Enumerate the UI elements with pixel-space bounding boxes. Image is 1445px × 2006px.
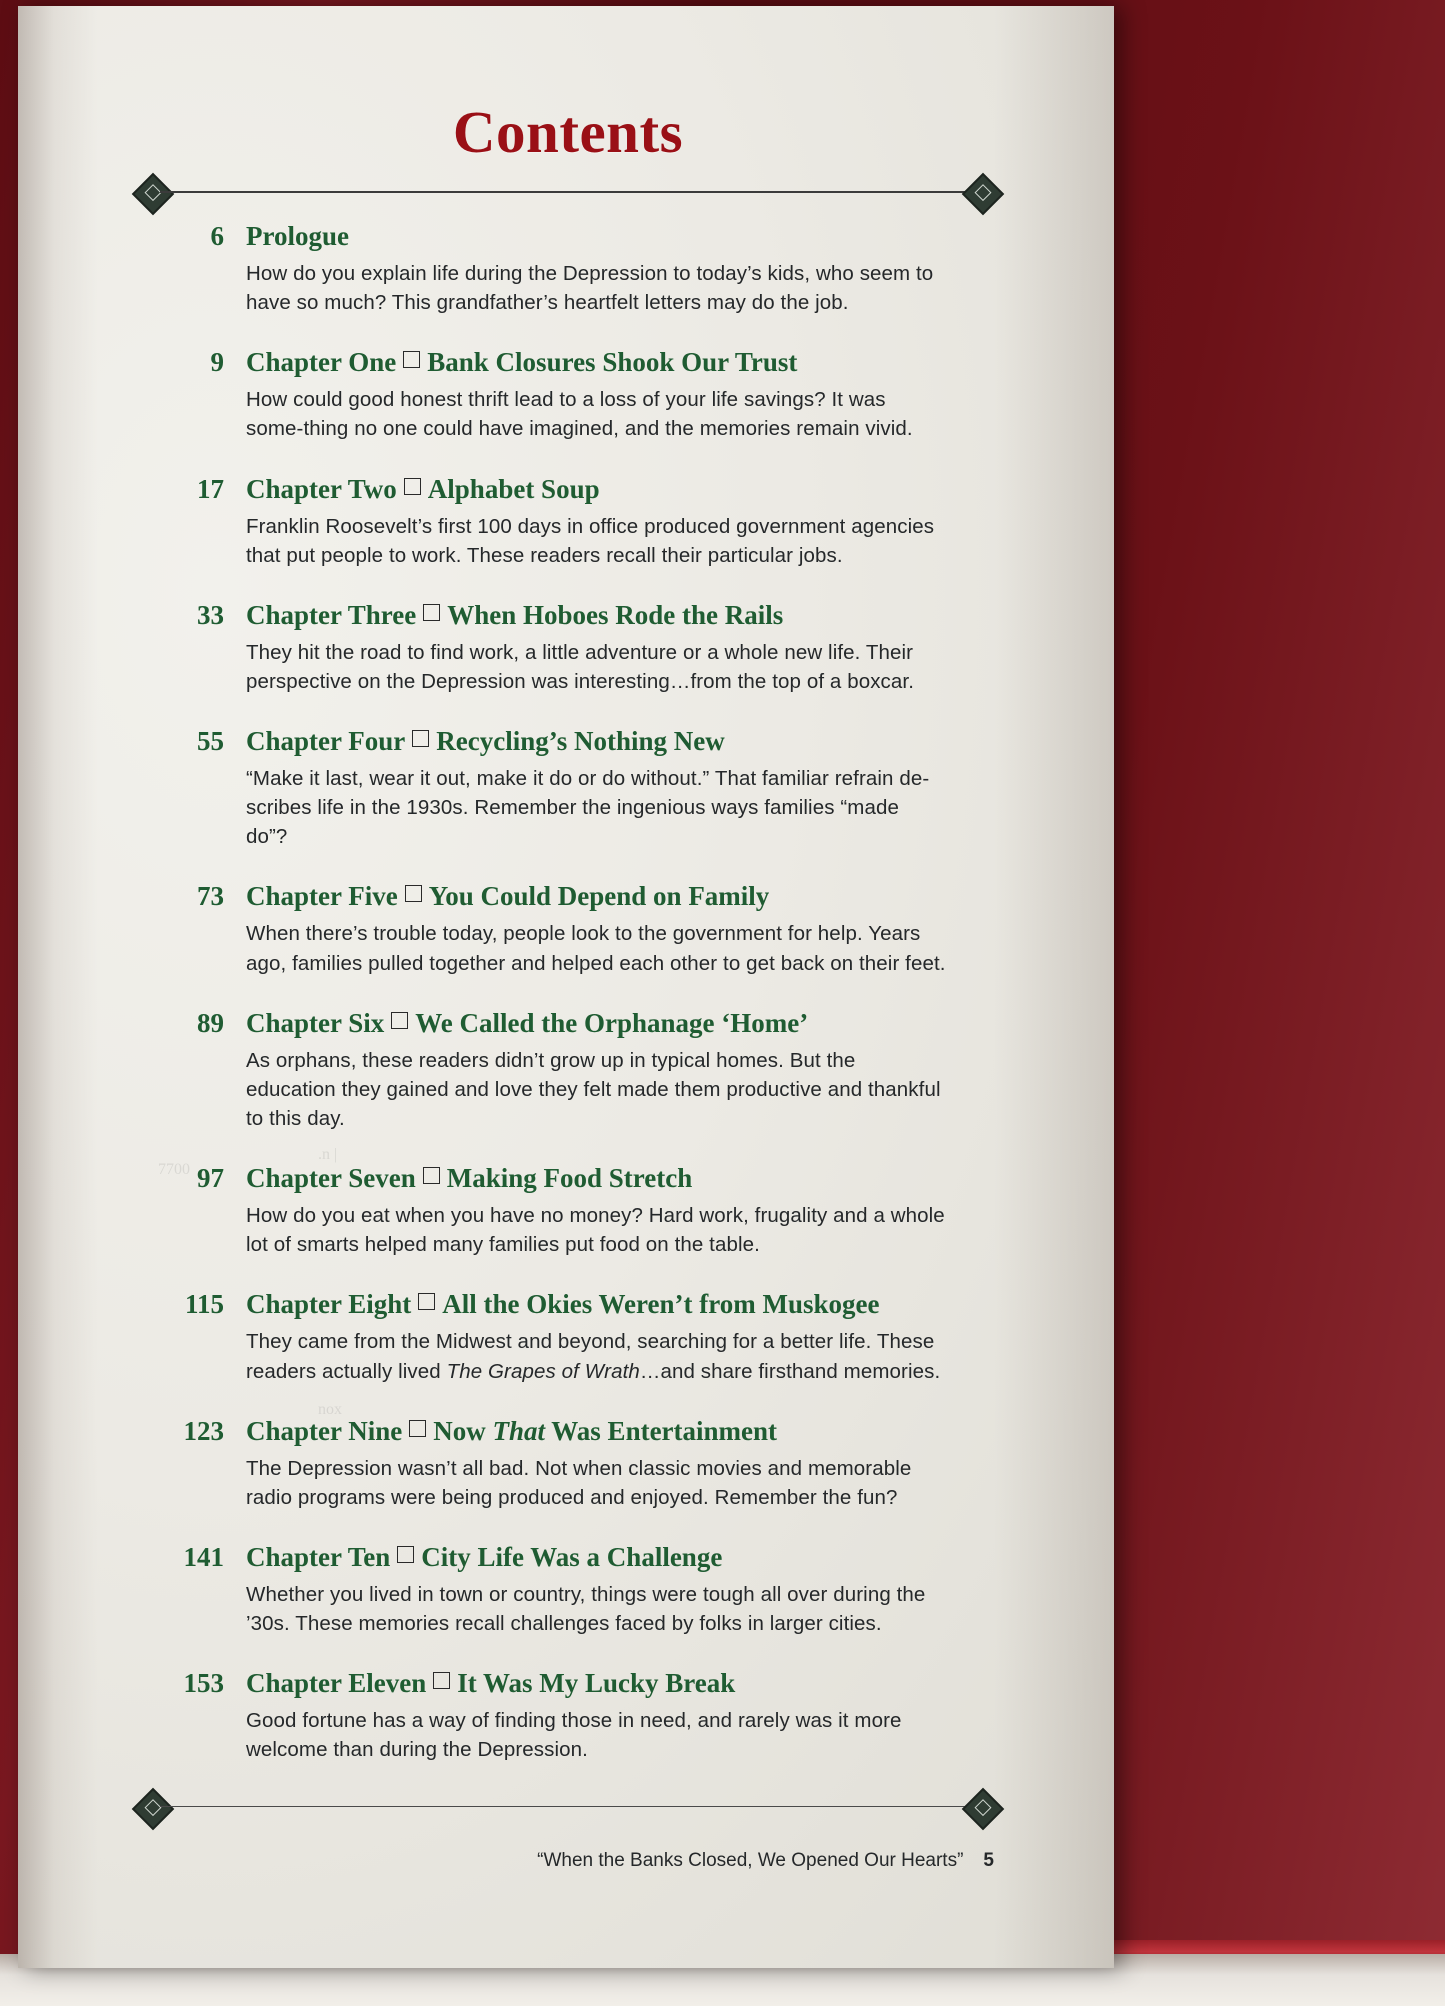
toc-entry[interactable] <box>138 881 998 977</box>
toc-description: Good fortune has a way of finding those in need, and rarely was it more welcome than during the Depression. <box>246 1709 902 1762</box>
toc-chapter-title: We Called the Orphanage ‘Home’ <box>415 1007 809 1038</box>
toc-chapter-title-italic: That <box>492 1415 546 1446</box>
toc-description: How could good honest thrift lead to a loss of your life savings? It was some-thing no one could have imagined, and the memories remain vivid. <box>246 388 913 441</box>
table-of-contents <box>138 221 998 1764</box>
toc-chapter-title-part: Now <box>433 1415 493 1446</box>
diamond-separator-icon <box>403 351 420 368</box>
toc-description: “Make it last, wear it out, make it do or do without.” That familiar refrain de-scribes life in the 1930s. Remember the ingenious ways families “made do”? <box>246 767 930 849</box>
diamond-separator-icon <box>418 1293 435 1310</box>
toc-chapter-title: All the Okies Weren’t from Muskogee <box>442 1289 880 1320</box>
toc-chapter-label: Chapter Eight <box>246 1289 412 1320</box>
toc-entry[interactable] <box>138 1289 998 1385</box>
toc-entry[interactable] <box>138 474 998 570</box>
toc-heading <box>246 474 998 505</box>
toc-description: The Depression wasn’t all bad. Not when classic movies and memorable radio programs were being produced and enjoyed. Remember the fun? <box>246 1456 912 1509</box>
toc-heading <box>246 1163 998 1194</box>
toc-page-number: 153 <box>183 1668 224 1699</box>
toc-chapter-label: Chapter Three <box>246 599 417 630</box>
toc-entry[interactable] <box>138 1542 998 1638</box>
diamond-separator-icon <box>412 730 429 747</box>
page-footer <box>138 1850 998 1872</box>
toc-chapter-label: Chapter Five <box>246 881 398 912</box>
toc-chapter-label: Chapter One <box>246 347 397 378</box>
footer-page-number: 5 <box>983 1850 994 1872</box>
toc-chapter-label: Chapter Ten <box>246 1541 391 1572</box>
toc-page-number: 141 <box>183 1541 224 1572</box>
toc-chapter-title: Recycling’s Nothing New <box>436 726 725 757</box>
diamond-separator-icon <box>404 478 421 495</box>
toc-page-number: 6 <box>210 221 224 251</box>
toc-entry[interactable] <box>138 726 998 851</box>
showthrough-mark: .n | <box>318 1146 338 1163</box>
toc-chapter-title: City Life Was a Challenge <box>421 1541 723 1572</box>
footer-note: “When the Banks Closed, We Opened Our Hearts” <box>537 1850 964 1872</box>
rule-line <box>160 191 976 193</box>
toc-chapter-label: Chapter Nine <box>246 1415 403 1446</box>
toc-page-number: 97 <box>197 1163 224 1194</box>
toc-chapter-title: Alphabet Soup <box>427 473 600 504</box>
showthrough-mark: nox <box>318 1401 342 1418</box>
toc-heading <box>246 1289 998 1320</box>
toc-heading <box>246 1668 998 1699</box>
toc-heading <box>246 1542 998 1573</box>
toc-description: Franklin Roosevelt’s first 100 days in office produced government agencies that put people to work. These readers recall their particular jobs. <box>246 514 935 567</box>
diamond-separator-icon <box>391 1012 408 1029</box>
bottom-ornamental-rule <box>138 1794 998 1820</box>
toc-page-number: 17 <box>197 473 224 504</box>
book-page <box>18 6 1114 1968</box>
toc-chapter-title: It Was My Lucky Break <box>457 1668 736 1699</box>
diamond-separator-icon <box>433 1672 450 1689</box>
toc-chapter-title: Making Food Stretch <box>446 1163 693 1194</box>
rule-line <box>160 1806 976 1807</box>
toc-page-number: 55 <box>197 726 224 757</box>
diamond-ornament-icon <box>132 173 174 215</box>
toc-entry[interactable] <box>138 347 998 443</box>
toc-chapter-label: Chapter Eleven <box>246 1668 427 1699</box>
toc-entry[interactable] <box>138 600 998 696</box>
toc-chapter-title: When Hoboes Rode the Rails <box>447 599 784 630</box>
toc-page-number: 9 <box>210 347 224 378</box>
toc-description: Whether you lived in town or country, things were tough all over during the ’30s. These memories recall challenges faced by folks in larger cities. <box>246 1582 926 1636</box>
toc-description: How do you eat when you have no money? Hard work, frugality and a whole lot of smarts helped many families put food on the table. <box>246 1204 945 1257</box>
toc-chapter-title: Bank Closures Shook Our Trust <box>427 347 798 378</box>
toc-page-number: 115 <box>184 1289 224 1320</box>
toc-chapter-title: You Could Depend on Family <box>428 881 770 912</box>
toc-heading <box>246 726 998 757</box>
toc-chapter-label: Chapter Four <box>246 726 406 757</box>
diamond-separator-icon <box>423 1167 440 1184</box>
toc-chapter-title-part: Was Entertainment <box>545 1415 778 1446</box>
toc-page-number: 89 <box>197 1007 224 1038</box>
diamond-separator-icon <box>423 604 440 621</box>
toc-page-number: 123 <box>183 1415 224 1446</box>
toc-description: They hit the road to find work, a little adventure or a whole new life. Their perspective on the Depression was interesting…from the top of a boxcar. <box>246 640 915 693</box>
toc-heading <box>246 600 998 631</box>
toc-chapter-label: Chapter Two <box>246 473 397 504</box>
page-title: Contents <box>452 99 684 165</box>
toc-description-italic: The Grapes of Wrath <box>446 1359 640 1383</box>
toc-description: When there’s trouble today, people look to the government for help. Years ago, families pulled together and helped each other to get back on their feet. <box>246 922 946 975</box>
diamond-ornament-icon <box>132 1788 174 1830</box>
top-ornamental-rule <box>138 179 998 205</box>
toc-description: As orphans, these readers didn’t grow up in typical homes. But the education they gained and love they felt made them productive and thankful to this day. <box>246 1048 941 1130</box>
toc-chapter-label: Chapter Seven <box>246 1163 416 1194</box>
toc-page-number: 33 <box>197 599 224 630</box>
diamond-separator-icon <box>397 1546 414 1563</box>
diamond-ornament-icon <box>962 1788 1004 1830</box>
toc-description-part: …and share firsthand memories. <box>639 1359 941 1383</box>
toc-description-part: They came from the Midwest and beyond, searching for a better life. These readers actually lived <box>246 1330 935 1383</box>
toc-description: How do you explain life during the Depression to today’s kids, who seem to have so much? This grandfather’s heartfelt letters may do the job. <box>246 262 934 315</box>
showthrough-mark: 7700 <box>158 1161 190 1178</box>
diamond-separator-icon <box>405 885 422 902</box>
toc-description <box>246 1327 946 1385</box>
toc-heading <box>246 221 998 252</box>
diamond-ornament-icon <box>962 173 1004 215</box>
toc-entry[interactable] <box>138 1008 998 1133</box>
toc-heading <box>246 347 998 378</box>
toc-entry[interactable] <box>138 221 998 317</box>
toc-chapter-label: Chapter Six <box>246 1007 385 1038</box>
toc-page-number: 73 <box>197 881 224 912</box>
toc-chapter-label: Prologue <box>246 221 349 251</box>
toc-heading <box>246 881 998 912</box>
toc-entry[interactable] <box>138 1163 998 1259</box>
toc-heading <box>246 1416 998 1447</box>
diamond-separator-icon <box>409 1420 426 1437</box>
toc-heading <box>246 1008 998 1039</box>
toc-entry[interactable] <box>138 1668 998 1764</box>
toc-entry[interactable] <box>138 1416 998 1512</box>
